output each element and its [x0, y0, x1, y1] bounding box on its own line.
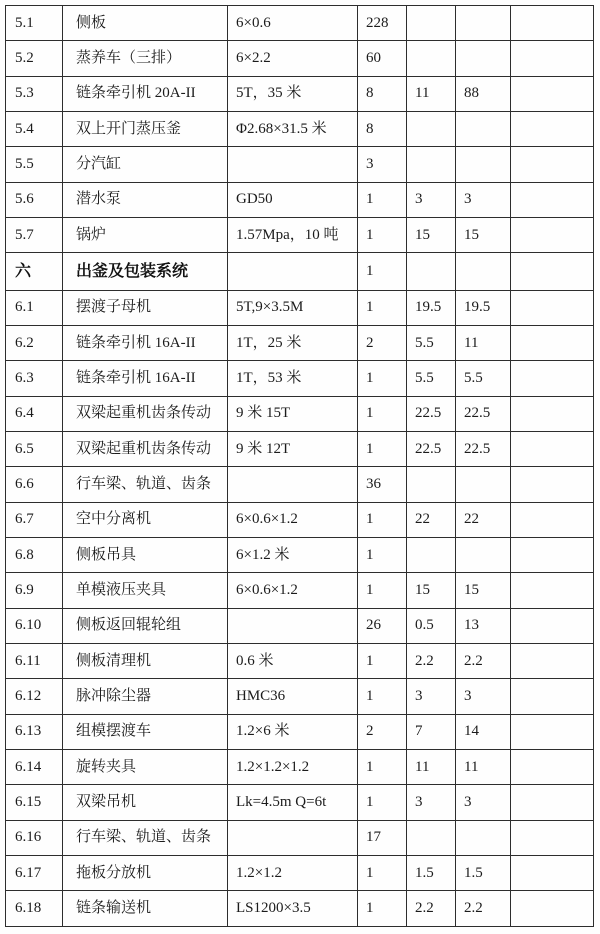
table-cell [456, 538, 511, 573]
table-cell [407, 538, 456, 573]
table-cell: 旋转夹具 [63, 750, 228, 785]
table-cell: 1 [358, 432, 407, 467]
table-cell: 6.4 [6, 396, 63, 431]
equipment-table-body [6, 6, 594, 927]
table-cell: 1 [358, 573, 407, 608]
table-row [6, 326, 594, 361]
table-row [6, 182, 594, 217]
table-cell [511, 467, 594, 502]
table-cell: 15 [407, 573, 456, 608]
table-row [6, 6, 594, 41]
table-cell: 9 米 15T [228, 396, 358, 431]
table-cell [511, 785, 594, 820]
table-cell: 蒸养车（三排） [63, 41, 228, 76]
table-cell: 组模摆渡车 [63, 714, 228, 749]
table-cell: 0.5 [407, 608, 456, 643]
table-cell: 7 [407, 714, 456, 749]
table-row [6, 714, 594, 749]
table-cell: 5.7 [6, 217, 63, 252]
table-cell: 15 [456, 573, 511, 608]
table-cell [456, 6, 511, 41]
table-cell: 3 [456, 785, 511, 820]
table-cell: 1.5 [407, 856, 456, 891]
table-cell [456, 467, 511, 502]
table-cell: Lk=4.5m Q=6t [228, 785, 358, 820]
table-cell [511, 502, 594, 537]
table-cell: 19.5 [456, 290, 511, 325]
table-cell: 1 [358, 290, 407, 325]
table-cell: 36 [358, 467, 407, 502]
table-cell [228, 608, 358, 643]
table-cell: 双梁起重机齿条传动 [63, 396, 228, 431]
table-cell: 6×1.2 米 [228, 538, 358, 573]
table-cell [511, 679, 594, 714]
table-cell [511, 750, 594, 785]
table-cell [456, 820, 511, 855]
table-cell: 分汽缸 [63, 147, 228, 182]
table-cell: 1.2×1.2×1.2 [228, 750, 358, 785]
table-cell: 6.16 [6, 820, 63, 855]
table-row [6, 820, 594, 855]
table-cell [228, 147, 358, 182]
table-cell [228, 253, 358, 291]
table-cell: 1 [358, 502, 407, 537]
table-cell [511, 644, 594, 679]
table-cell [511, 253, 594, 291]
table-cell [407, 467, 456, 502]
table-cell: 1 [358, 396, 407, 431]
table-cell: 6.13 [6, 714, 63, 749]
table-cell [407, 41, 456, 76]
table-cell [228, 467, 358, 502]
table-cell: 单模液压夹具 [63, 573, 228, 608]
table-cell: 3 [407, 785, 456, 820]
table-cell: 3 [358, 147, 407, 182]
table-cell: 5T,9×3.5M [228, 290, 358, 325]
table-cell: 11 [456, 750, 511, 785]
table-cell [511, 573, 594, 608]
table-cell [407, 111, 456, 146]
table-cell: 5.3 [6, 76, 63, 111]
table-cell: 链条输送机 [63, 891, 228, 927]
table-cell [407, 6, 456, 41]
table-cell [511, 714, 594, 749]
table-cell: 22.5 [456, 396, 511, 431]
table-cell: 6.6 [6, 467, 63, 502]
table-cell: 5.5 [6, 147, 63, 182]
table-row [6, 290, 594, 325]
table-cell [511, 432, 594, 467]
table-cell [511, 891, 594, 927]
table-cell: 行车梁、轨道、齿条 [63, 467, 228, 502]
table-row [6, 538, 594, 573]
table-cell: 空中分离机 [63, 502, 228, 537]
table-cell: 1T，25 米 [228, 326, 358, 361]
table-cell: 1.5 [456, 856, 511, 891]
table-row [6, 608, 594, 643]
table-row [6, 573, 594, 608]
table-row [6, 147, 594, 182]
table-cell [407, 147, 456, 182]
table-cell [511, 290, 594, 325]
table-cell [511, 820, 594, 855]
table-cell: 2.2 [407, 891, 456, 927]
table-cell [228, 820, 358, 855]
table-cell: 6.8 [6, 538, 63, 573]
table-cell: 6.5 [6, 432, 63, 467]
table-cell: 5.5 [407, 361, 456, 396]
table-cell: 22 [407, 502, 456, 537]
table-row [6, 361, 594, 396]
table-cell [511, 538, 594, 573]
table-cell: 6×0.6×1.2 [228, 573, 358, 608]
table-row [6, 891, 594, 927]
table-cell: 脉冲除尘器 [63, 679, 228, 714]
table-cell: 双上开门蒸压釜 [63, 111, 228, 146]
table-cell [511, 111, 594, 146]
table-cell: GD50 [228, 182, 358, 217]
table-cell: 6.12 [6, 679, 63, 714]
table-row [6, 41, 594, 76]
table-cell: 1.2×6 米 [228, 714, 358, 749]
table-cell: 1 [358, 856, 407, 891]
table-cell: 6.1 [6, 290, 63, 325]
table-cell: 6.17 [6, 856, 63, 891]
table-cell: 1 [358, 253, 407, 291]
table-cell [456, 253, 511, 291]
table-cell: 6.9 [6, 573, 63, 608]
table-cell [511, 76, 594, 111]
table-cell: LS1200×3.5 [228, 891, 358, 927]
table-cell [511, 147, 594, 182]
table-cell: 88 [456, 76, 511, 111]
table-cell: 19.5 [407, 290, 456, 325]
table-cell [511, 608, 594, 643]
table-row [6, 856, 594, 891]
table-row [6, 396, 594, 431]
table-cell: 1 [358, 182, 407, 217]
table-cell [511, 396, 594, 431]
table-cell: 1T，53 米 [228, 361, 358, 396]
table-cell [511, 326, 594, 361]
table-cell: 15 [407, 217, 456, 252]
table-cell: 26 [358, 608, 407, 643]
table-cell: 2.2 [407, 644, 456, 679]
table-cell: 14 [456, 714, 511, 749]
table-cell: 13 [456, 608, 511, 643]
table-cell [511, 361, 594, 396]
table-cell: 1.2×1.2 [228, 856, 358, 891]
table-cell: 6.7 [6, 502, 63, 537]
table-cell: 侧板返回辊轮组 [63, 608, 228, 643]
table-cell: 60 [358, 41, 407, 76]
equipment-table [5, 5, 594, 927]
table-row [6, 217, 594, 252]
table-cell: 5.1 [6, 6, 63, 41]
table-cell: 侧板吊具 [63, 538, 228, 573]
table-cell: 8 [358, 111, 407, 146]
table-row [6, 111, 594, 146]
table-cell: 1 [358, 891, 407, 927]
table-cell: 22 [456, 502, 511, 537]
table-cell: 6×2.2 [228, 41, 358, 76]
table-row [6, 432, 594, 467]
table-row [6, 644, 594, 679]
table-cell: 锅炉 [63, 217, 228, 252]
table-cell: 22.5 [407, 432, 456, 467]
table-cell: 6×0.6×1.2 [228, 502, 358, 537]
table-cell: 8 [358, 76, 407, 111]
table-cell [511, 41, 594, 76]
table-row [6, 750, 594, 785]
table-cell: 出釜及包装系统 [63, 253, 228, 291]
table-cell: 5.2 [6, 41, 63, 76]
table-cell: 15 [456, 217, 511, 252]
table-cell: 9 米 12T [228, 432, 358, 467]
table-cell: HMC36 [228, 679, 358, 714]
table-cell: 双梁起重机齿条传动 [63, 432, 228, 467]
table-row [6, 785, 594, 820]
table-cell [456, 41, 511, 76]
table-cell: Φ2.68×31.5 米 [228, 111, 358, 146]
table-cell: 6.18 [6, 891, 63, 927]
table-cell: 摆渡子母机 [63, 290, 228, 325]
table-cell: 链条牵引机 16A-II [63, 326, 228, 361]
table-cell: 6.3 [6, 361, 63, 396]
table-cell: 1 [358, 361, 407, 396]
table-cell: 2 [358, 714, 407, 749]
table-row [6, 253, 594, 291]
table-cell: 1 [358, 750, 407, 785]
table-cell: 6×0.6 [228, 6, 358, 41]
table-cell: 11 [407, 76, 456, 111]
table-cell: 链条牵引机 16A-II [63, 361, 228, 396]
table-cell: 17 [358, 820, 407, 855]
table-cell [407, 820, 456, 855]
table-cell: 六 [6, 253, 63, 291]
table-row [6, 502, 594, 537]
table-cell: 2.2 [456, 644, 511, 679]
table-cell: 3 [456, 182, 511, 217]
table-cell: 1 [358, 644, 407, 679]
table-cell [511, 182, 594, 217]
table-cell: 3 [456, 679, 511, 714]
table-cell: 6.11 [6, 644, 63, 679]
table-cell: 11 [407, 750, 456, 785]
table-row [6, 467, 594, 502]
table-cell [456, 147, 511, 182]
table-cell [511, 856, 594, 891]
table-cell [407, 253, 456, 291]
table-cell: 1 [358, 785, 407, 820]
table-cell: 1 [358, 679, 407, 714]
table-cell [511, 217, 594, 252]
table-cell: 5.6 [6, 182, 63, 217]
table-cell: 228 [358, 6, 407, 41]
table-cell: 2 [358, 326, 407, 361]
table-cell: 1 [358, 538, 407, 573]
table-cell: 行车梁、轨道、齿条 [63, 820, 228, 855]
table-cell: 22.5 [407, 396, 456, 431]
table-cell: 6.15 [6, 785, 63, 820]
table-cell: 6.2 [6, 326, 63, 361]
table-cell: 11 [456, 326, 511, 361]
table-row [6, 679, 594, 714]
table-cell: 6.14 [6, 750, 63, 785]
table-cell: 潜水泵 [63, 182, 228, 217]
table-cell: 0.6 米 [228, 644, 358, 679]
table-cell [511, 6, 594, 41]
table-cell: 6.10 [6, 608, 63, 643]
table-cell: 5T，35 米 [228, 76, 358, 111]
table-cell: 3 [407, 182, 456, 217]
table-cell: 链条牵引机 20A-II [63, 76, 228, 111]
table-cell: 2.2 [456, 891, 511, 927]
table-cell: 侧板 [63, 6, 228, 41]
table-row [6, 76, 594, 111]
table-cell: 5.4 [6, 111, 63, 146]
table-cell: 侧板清理机 [63, 644, 228, 679]
table-cell [456, 111, 511, 146]
table-cell: 1.57Mpa，10 吨 [228, 217, 358, 252]
table-cell: 5.5 [456, 361, 511, 396]
table-cell: 拖板分放机 [63, 856, 228, 891]
table-cell: 1 [358, 217, 407, 252]
table-cell: 5.5 [407, 326, 456, 361]
table-cell: 22.5 [456, 432, 511, 467]
table-cell: 3 [407, 679, 456, 714]
table-cell: 双梁吊机 [63, 785, 228, 820]
